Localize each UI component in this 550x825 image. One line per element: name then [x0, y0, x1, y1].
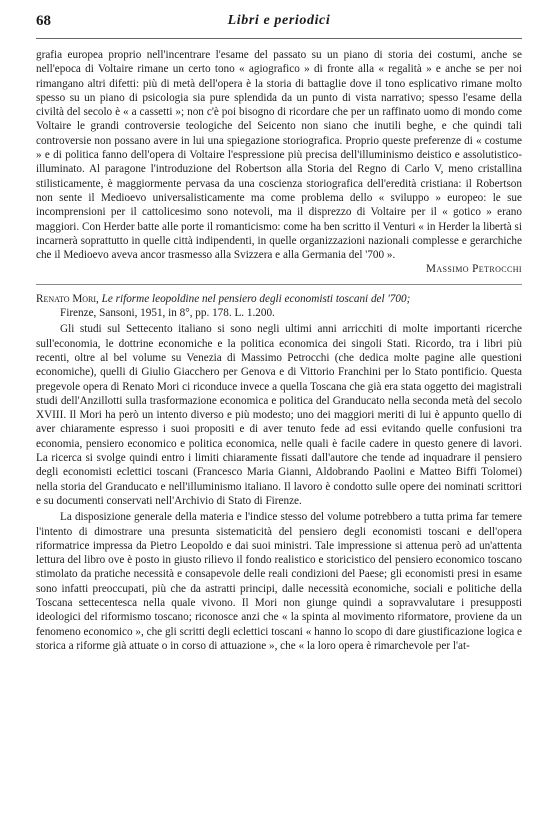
signature-line: [36, 262, 522, 276]
header-rule: [36, 38, 522, 39]
review-book-title: Le riforme leopoldine nel pensiero degli economisti toscani del '700;: [101, 292, 411, 305]
review-paragraph-1: Gli studi sul Settecento italiano si sono negli ultimi anni arricchiti di molte importanti ricerche sull'economia, le dottrine economiche e la politica economica dei singoli Stati. Ricordo, tra i libri più recenti, oltre al bel volume su Venezia di Massimo Petrocchi (che dedica molte pagine alle questioni economiche), quelli di Giulio Giacchero per Genova e di Vittorio Franchini per lo Stato pontificio. Questa pregevole opera di Renato Mori ci riconduce invece a quella Toscana che già era stata oggetto dei magistrali studi dell'Anzillotti sulla trasformazione economica e politica del Granducato nella seconda metà del secolo XVIII. Il Mori ha però un intento diverso e più modesto; uno dei maggiori meriti di lui è appunto quello di aver chiaramente espresso i suoi propositi e di aver tenuto fede ad essi evitando quelle confusioni tra economia, pensiero economico e politica economica, nelle quali è facile cadere in questo genere di lavori. La ricerca si svolge quindi entro i limiti chiaramente fissati dall'autore che tende ad inquadrare il pensiero degli economisti eclettici toscani (Francesco Maria Gianni, Aldobrando Paolini e Matteo Biffi Tolomei) nella storia del Granducato e nell'illuminismo italiano. Il lavoro è condotto sulle opere dei nominati scrittori e su documenti conservati nell'Archivio di Stato di Firenze.: [36, 323, 522, 507]
page-body: [36, 48, 522, 653]
section-divider: [36, 284, 522, 285]
review-author: Renato Mori,: [36, 292, 99, 305]
running-title: Libri e periodici: [227, 13, 331, 28]
review-publication: Firenze, Sansoni, 1951, in 8°, pp. 178. L. 1.200.: [60, 307, 275, 320]
page-header: [36, 14, 522, 36]
review-paragraph-2: La disposizione generale della materia e l'indice stesso del volume potrebbero a tutta prima far temere l'intento di dimostrare una presunta sistematicità del pensiero degli economisti toscani e dell'opera riformatrice impressa da Pietro Leopoldo e dai suoi ministri. Tale impressione si attenua però ad un'attenta lettura del libro ove è posto in giusto rilievo il fondo realistico e storicistico del pensiero economico toscano stimolato da pratiche necessità e consapevole delle reali condizioni del Paese; gli economisti presi in esame sono infatti preoccupati, più che da astratti principi, dalle necessità economiche, sociali e politiche della Toscana settecentesca nella quale vivono. Il Mori non giunge quindi a sopravvalutare i presupposti ideologici del riformismo toscano; riconosce anzi che « la spinta al movimento riformatore, proviene da un fenomeno economico », che gli scritti degli eclettici toscani « hanno lo scopo di dare giustificazione logica e storica a riforme già attuate o in corso di attuazione », che « la loro opera è rimarchevole per l'at-: [36, 511, 522, 652]
review-continuation: [36, 48, 522, 277]
review-heading: [36, 292, 522, 321]
page-number: 68: [36, 13, 51, 29]
review-mori: [36, 292, 522, 653]
review-signature: Massimo Petrocchi: [426, 263, 522, 276]
review-continuation-text: grafia europea proprio nell'incentrare l'esame del passato su un piano di storia dei costumi, anche se nell'epoca di Voltaire rimane un certo tono « agiografico » di fronte alla « regalità » e anche se per noi rimangano altri difetti: più di metà dell'opera è la storia di battaglie dove il tono esplicativo rimane molto spesso su un piano di psicologia sia pure splendida da un punto di vista narrativo; spesso l'esame della civiltà del secolo è « a cassetti »; non c'è poi bisogno di ricordare che per un raffinato uomo di mondo come Voltaire le grandi controversie teologiche del Seicento non siano che inutili beghe, e che quindi tali controversie non possano avere in lui una spiegazione storiografica. Proprio queste preferenze di « costume » e di politica fanno dell'opera di Voltaire l'espressione più precisa dell'illuminismo deistico e assolutistico-illuminato. Al paragone l'introduzione del Robertson alla Storia del Regno di Carlo V, meno cristallina stilisticamente, è maggiormente pervasa da una coscienza storiografica dell'eredità cristiana: il Robertson non sente il Medioevo universalisticamente ma come problema dello « sviluppo » europeo: le sue incomprensioni per il cattolicesimo sono notevoli, ma il disprezzo di Voltaire per il « gotico » erano maggiori. Con Herder batte alle porte il romanticismo: come ha ben scritto il Venturi « in Herder la libertà si incarnerà soprattutto in quelle città indipendenti, in quelle organizzazioni nazionali complesse e gerarchiche che il Medioevo aveva ancor trasmesso alla Svizzera e alla Germania del '700 ».: [36, 49, 522, 262]
